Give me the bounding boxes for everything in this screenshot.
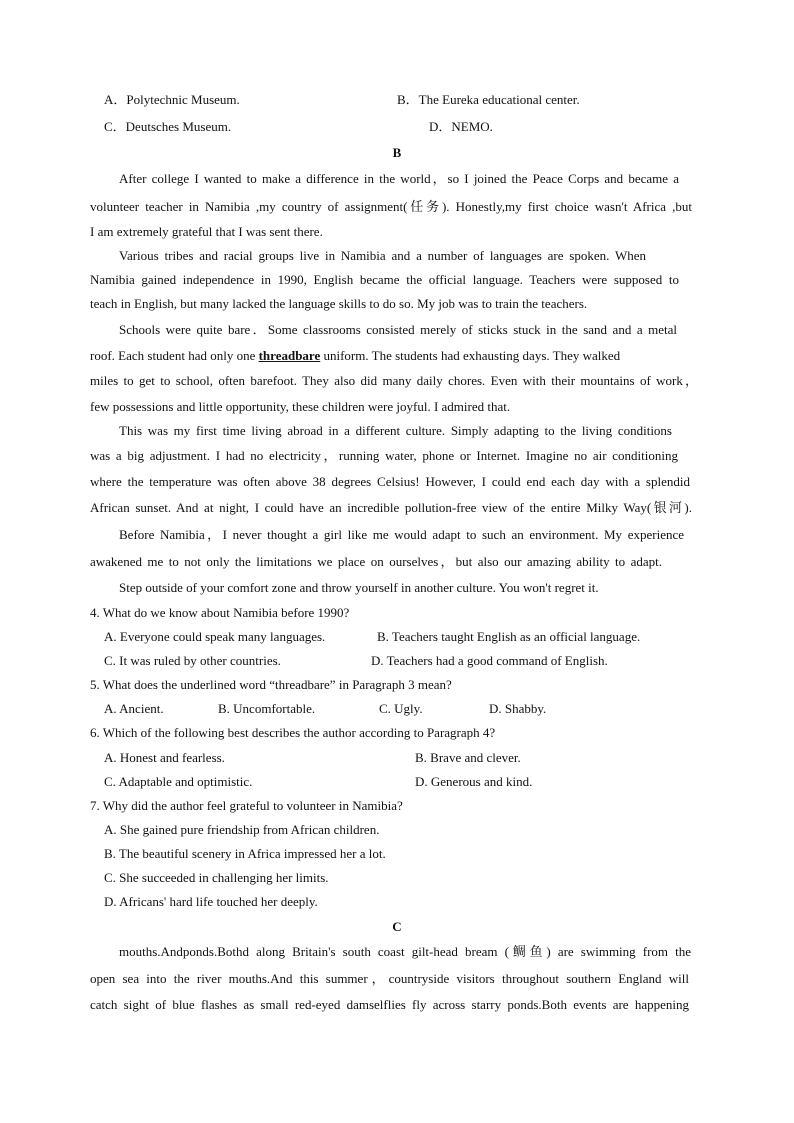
q6-option-d: D. Generous and kind. [415, 774, 533, 789]
q6-option-c: C. Adaptable and optimistic. [104, 774, 253, 789]
passage-line: Step outside of your comfort zone and throw yourself in another culture. You won't regret it. [119, 580, 599, 595]
passage-line: African sunset. And at night, I could have an incredible pollution-free view of the entire Milky Way(银河). [90, 500, 692, 515]
passage-line: mouths.Andponds.Bothd along Britain's south coast gilt-head bream (鲷鱼) are swimming from the [119, 944, 691, 959]
passage-line: open sea into the river mouths.And this summer，countryside visitors throughout southern England will [90, 971, 689, 986]
q5-option-a: A. Ancient. [104, 701, 164, 716]
q7-option-d: D. Africans' hard life touched her deeply. [104, 894, 318, 909]
passage-line: was a big adjustment. I had no electricity，running water, phone or Internet. Imagine no air conditioning [90, 448, 678, 463]
passage-line: Schools were quite bare．Some classrooms consisted merely of sticks stuck in the sand and a metal [119, 322, 677, 337]
passage-line: teach in English, but many lacked the language skills to do so. My job was to train the teachers. [90, 296, 588, 311]
question-4-stem: 4. What do we know about Namibia before 1990? [90, 605, 350, 620]
q4-option-c: C. It was ruled by other countries. [104, 653, 281, 668]
passage-line: where the temperature was often above 38 degrees Celsius! However, I could end each day with a splendid [90, 474, 690, 489]
passage-line: miles to get to school, often barefoot. They also did many daily chores. Even with their mountains of work， [90, 373, 698, 388]
q5-option-d: D. Shabby. [489, 701, 547, 716]
passage-line: Before Namibia，I never thought a girl like me would adapt to such an environment. My experience [119, 527, 684, 542]
passage-line: This was my first time living abroad in a different culture. Simply adapting to the living conditions [119, 423, 672, 438]
passage-line: Namibia gained independence in 1990, English became the official language. Teachers were supposed to [90, 272, 679, 287]
option-c: C．Deutsches Museum. [104, 119, 232, 134]
q7-option-a: A. She gained pure friendship from African children. [104, 822, 380, 837]
passage-line: catch sight of blue flashes as small red-eyed damselflies fly across starry ponds.Both events are happening [90, 997, 689, 1012]
option-b: B．The Eureka educational center. [397, 92, 580, 107]
passage-line: Various tribes and racial groups live in Namibia and a number of languages are spoken. When [119, 248, 646, 263]
section-b-heading: B [392, 145, 402, 160]
q4-option-d: D. Teachers had a good command of English. [371, 653, 608, 668]
underlined-word-threadbare: threadbare [258, 348, 321, 363]
passage-line [90, 348, 620, 364]
passage-line: awakened me to not only the limitations we place on ourselves，but also our amazing ability to adapt. [90, 554, 662, 569]
passage-text: uniform. The students had exhausting days. They walked [320, 348, 621, 363]
q4-option-a: A. Everyone could speak many languages. [104, 629, 326, 644]
passage-text: roof. Each student had only one [90, 348, 259, 363]
q6-option-b: B. Brave and clever. [415, 750, 521, 765]
passage-line: few possessions and little opportunity, these children were joyful. I admired that. [90, 399, 511, 414]
question-7-stem: 7. Why did the author feel grateful to volunteer in Namibia? [90, 798, 403, 813]
passage-line: After college I wanted to make a difference in the world，so I joined the Peace Corps and became a [119, 171, 679, 186]
question-6-stem: 6. Which of the following best describes the author according to Paragraph 4? [90, 725, 496, 740]
q5-option-c: C. Ugly. [379, 701, 423, 716]
option-d: D．NEMO. [429, 119, 493, 134]
q7-option-c: C. She succeeded in challenging her limits. [104, 870, 329, 885]
option-a: A．Polytechnic Museum. [104, 92, 240, 107]
q6-option-a: A. Honest and fearless. [104, 750, 225, 765]
q7-option-b: B. The beautiful scenery in Africa impressed her a lot. [104, 846, 386, 861]
passage-line: I am extremely grateful that I was sent there. [90, 224, 323, 239]
q5-option-b: B. Uncomfortable. [218, 701, 316, 716]
q4-option-b: B. Teachers taught English as an official language. [377, 629, 641, 644]
question-5-stem: 5. What does the underlined word “threadbare” in Paragraph 3 mean? [90, 677, 452, 692]
passage-line: volunteer teacher in Namibia ,my country of assignment(任务). Honestly,my first choice wasn't Africa ,but [90, 199, 692, 214]
section-c-heading: C [392, 919, 402, 934]
